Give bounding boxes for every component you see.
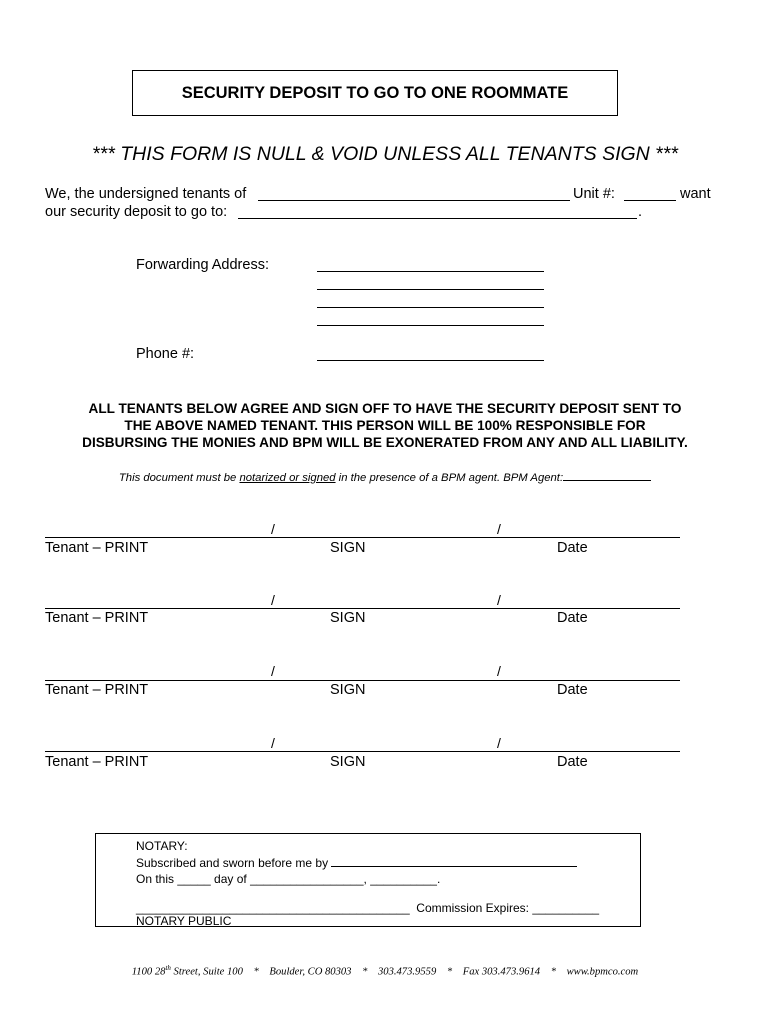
signature-row bbox=[0, 735, 770, 775]
intro-period: . bbox=[638, 204, 643, 220]
signature-row bbox=[0, 521, 770, 561]
tenant-print-label: Tenant – PRINT bbox=[45, 754, 149, 770]
agent-note bbox=[0, 471, 770, 484]
date-label: Date bbox=[557, 610, 588, 626]
signature-line[interactable] bbox=[45, 751, 680, 752]
notary-subscribed-blank[interactable] bbox=[331, 856, 577, 867]
notary-section bbox=[136, 838, 636, 930]
date-slash: / bbox=[497, 592, 501, 608]
footer-sep: * bbox=[362, 966, 368, 978]
sign-slash: / bbox=[271, 663, 275, 679]
agreement-line: THE ABOVE NAMED TENANT. THIS PERSON WILL BE 100% RESPONSIBLE FOR bbox=[124, 418, 646, 433]
footer-street-sup: th bbox=[165, 964, 171, 972]
agreement-line: DISBURSING THE MONIES AND BPM WILL BE EXONERATED FROM ANY AND ALL LIABILITY. bbox=[82, 435, 688, 450]
signature-line[interactable] bbox=[45, 608, 680, 609]
intro-want: want bbox=[680, 186, 711, 202]
date-slash: / bbox=[497, 521, 501, 537]
notary-subscribed-label: Subscribed and sworn before me by bbox=[136, 855, 329, 870]
void-warning: *** THIS FORM IS NULL & VOID UNLESS ALL TENANTS SIGN *** bbox=[92, 143, 678, 165]
footer-web[interactable]: www.bpmco.com bbox=[566, 966, 639, 978]
phone-label: Phone #: bbox=[136, 346, 195, 362]
forwarding-address-line-2[interactable] bbox=[317, 289, 544, 290]
notary-on-this: On this _____ day of _________________, __________. bbox=[136, 872, 441, 886]
footer-street-rest: Street, Suite 100 bbox=[170, 966, 243, 978]
signature-row bbox=[0, 592, 770, 632]
sign-label: SIGN bbox=[330, 540, 366, 556]
notary-commission: _________________________________________ Commission Expires: __________ bbox=[136, 900, 600, 915]
footer-sep: * bbox=[253, 966, 259, 978]
footer-address bbox=[0, 964, 770, 978]
notary-public-label: NOTARY PUBLIC bbox=[136, 914, 232, 928]
tenant-print-label: Tenant – PRINT bbox=[45, 682, 149, 698]
form-title: SECURITY DEPOSIT TO GO TO ONE ROOMMATE bbox=[181, 83, 569, 102]
date-label: Date bbox=[557, 540, 588, 556]
sign-slash: / bbox=[271, 735, 275, 751]
phone-blank[interactable] bbox=[317, 360, 544, 361]
date-label: Date bbox=[557, 754, 588, 770]
unit-label: Unit #: bbox=[573, 186, 615, 202]
title-box bbox=[132, 70, 618, 116]
agreement-line: ALL TENANTS BELOW AGREE AND SIGN OFF TO HAVE THE SECURITY DEPOSIT SENT TO bbox=[88, 401, 682, 416]
sign-label: SIGN bbox=[330, 754, 366, 770]
property-address-blank[interactable] bbox=[258, 200, 570, 201]
date-slash: / bbox=[497, 663, 501, 679]
bpm-agent-blank[interactable] bbox=[563, 471, 651, 481]
unit-blank[interactable] bbox=[624, 200, 676, 201]
footer-phone: 303.473.9559 bbox=[377, 966, 437, 978]
signature-row bbox=[0, 663, 770, 703]
footer-street-num: 1100 28 bbox=[131, 966, 166, 978]
sign-slash: / bbox=[271, 592, 275, 608]
intro-line1-prefix: We, the undersigned tenants of bbox=[45, 186, 251, 202]
signature-line[interactable] bbox=[45, 680, 680, 681]
forwarding-address-line-4[interactable] bbox=[317, 325, 544, 326]
agent-note-underlined: notarized or signed bbox=[239, 472, 336, 484]
signature-line[interactable] bbox=[45, 537, 680, 538]
tenant-print-label: Tenant – PRINT bbox=[45, 540, 149, 556]
tenant-print-label: Tenant – PRINT bbox=[45, 610, 149, 626]
sign-slash: / bbox=[271, 521, 275, 537]
footer-fax: Fax 303.473.9614 bbox=[462, 966, 541, 978]
intro-line2-prefix: our security deposit to go to: bbox=[45, 204, 228, 220]
forwarding-address-line-1[interactable] bbox=[317, 271, 544, 272]
forwarding-address-label: Forwarding Address: bbox=[136, 257, 269, 273]
date-slash: / bbox=[497, 735, 501, 751]
agreement-text bbox=[20, 400, 750, 451]
deposit-recipient-blank[interactable] bbox=[238, 218, 637, 219]
forwarding-address-line-3[interactable] bbox=[317, 307, 544, 308]
notary-subscribed-line bbox=[136, 855, 636, 872]
agent-note-prefix: This document must be bbox=[118, 472, 240, 484]
date-label: Date bbox=[557, 682, 588, 698]
footer-sep: * bbox=[446, 966, 453, 978]
notary-heading: NOTARY: bbox=[136, 839, 188, 853]
sign-label: SIGN bbox=[330, 682, 366, 698]
sign-label: SIGN bbox=[330, 610, 366, 626]
agent-note-middle: in the presence of a BPM agent. BPM Agent: bbox=[335, 472, 564, 484]
footer-sep: * bbox=[550, 966, 556, 978]
footer-city: Boulder, CO 80303 bbox=[269, 966, 352, 978]
